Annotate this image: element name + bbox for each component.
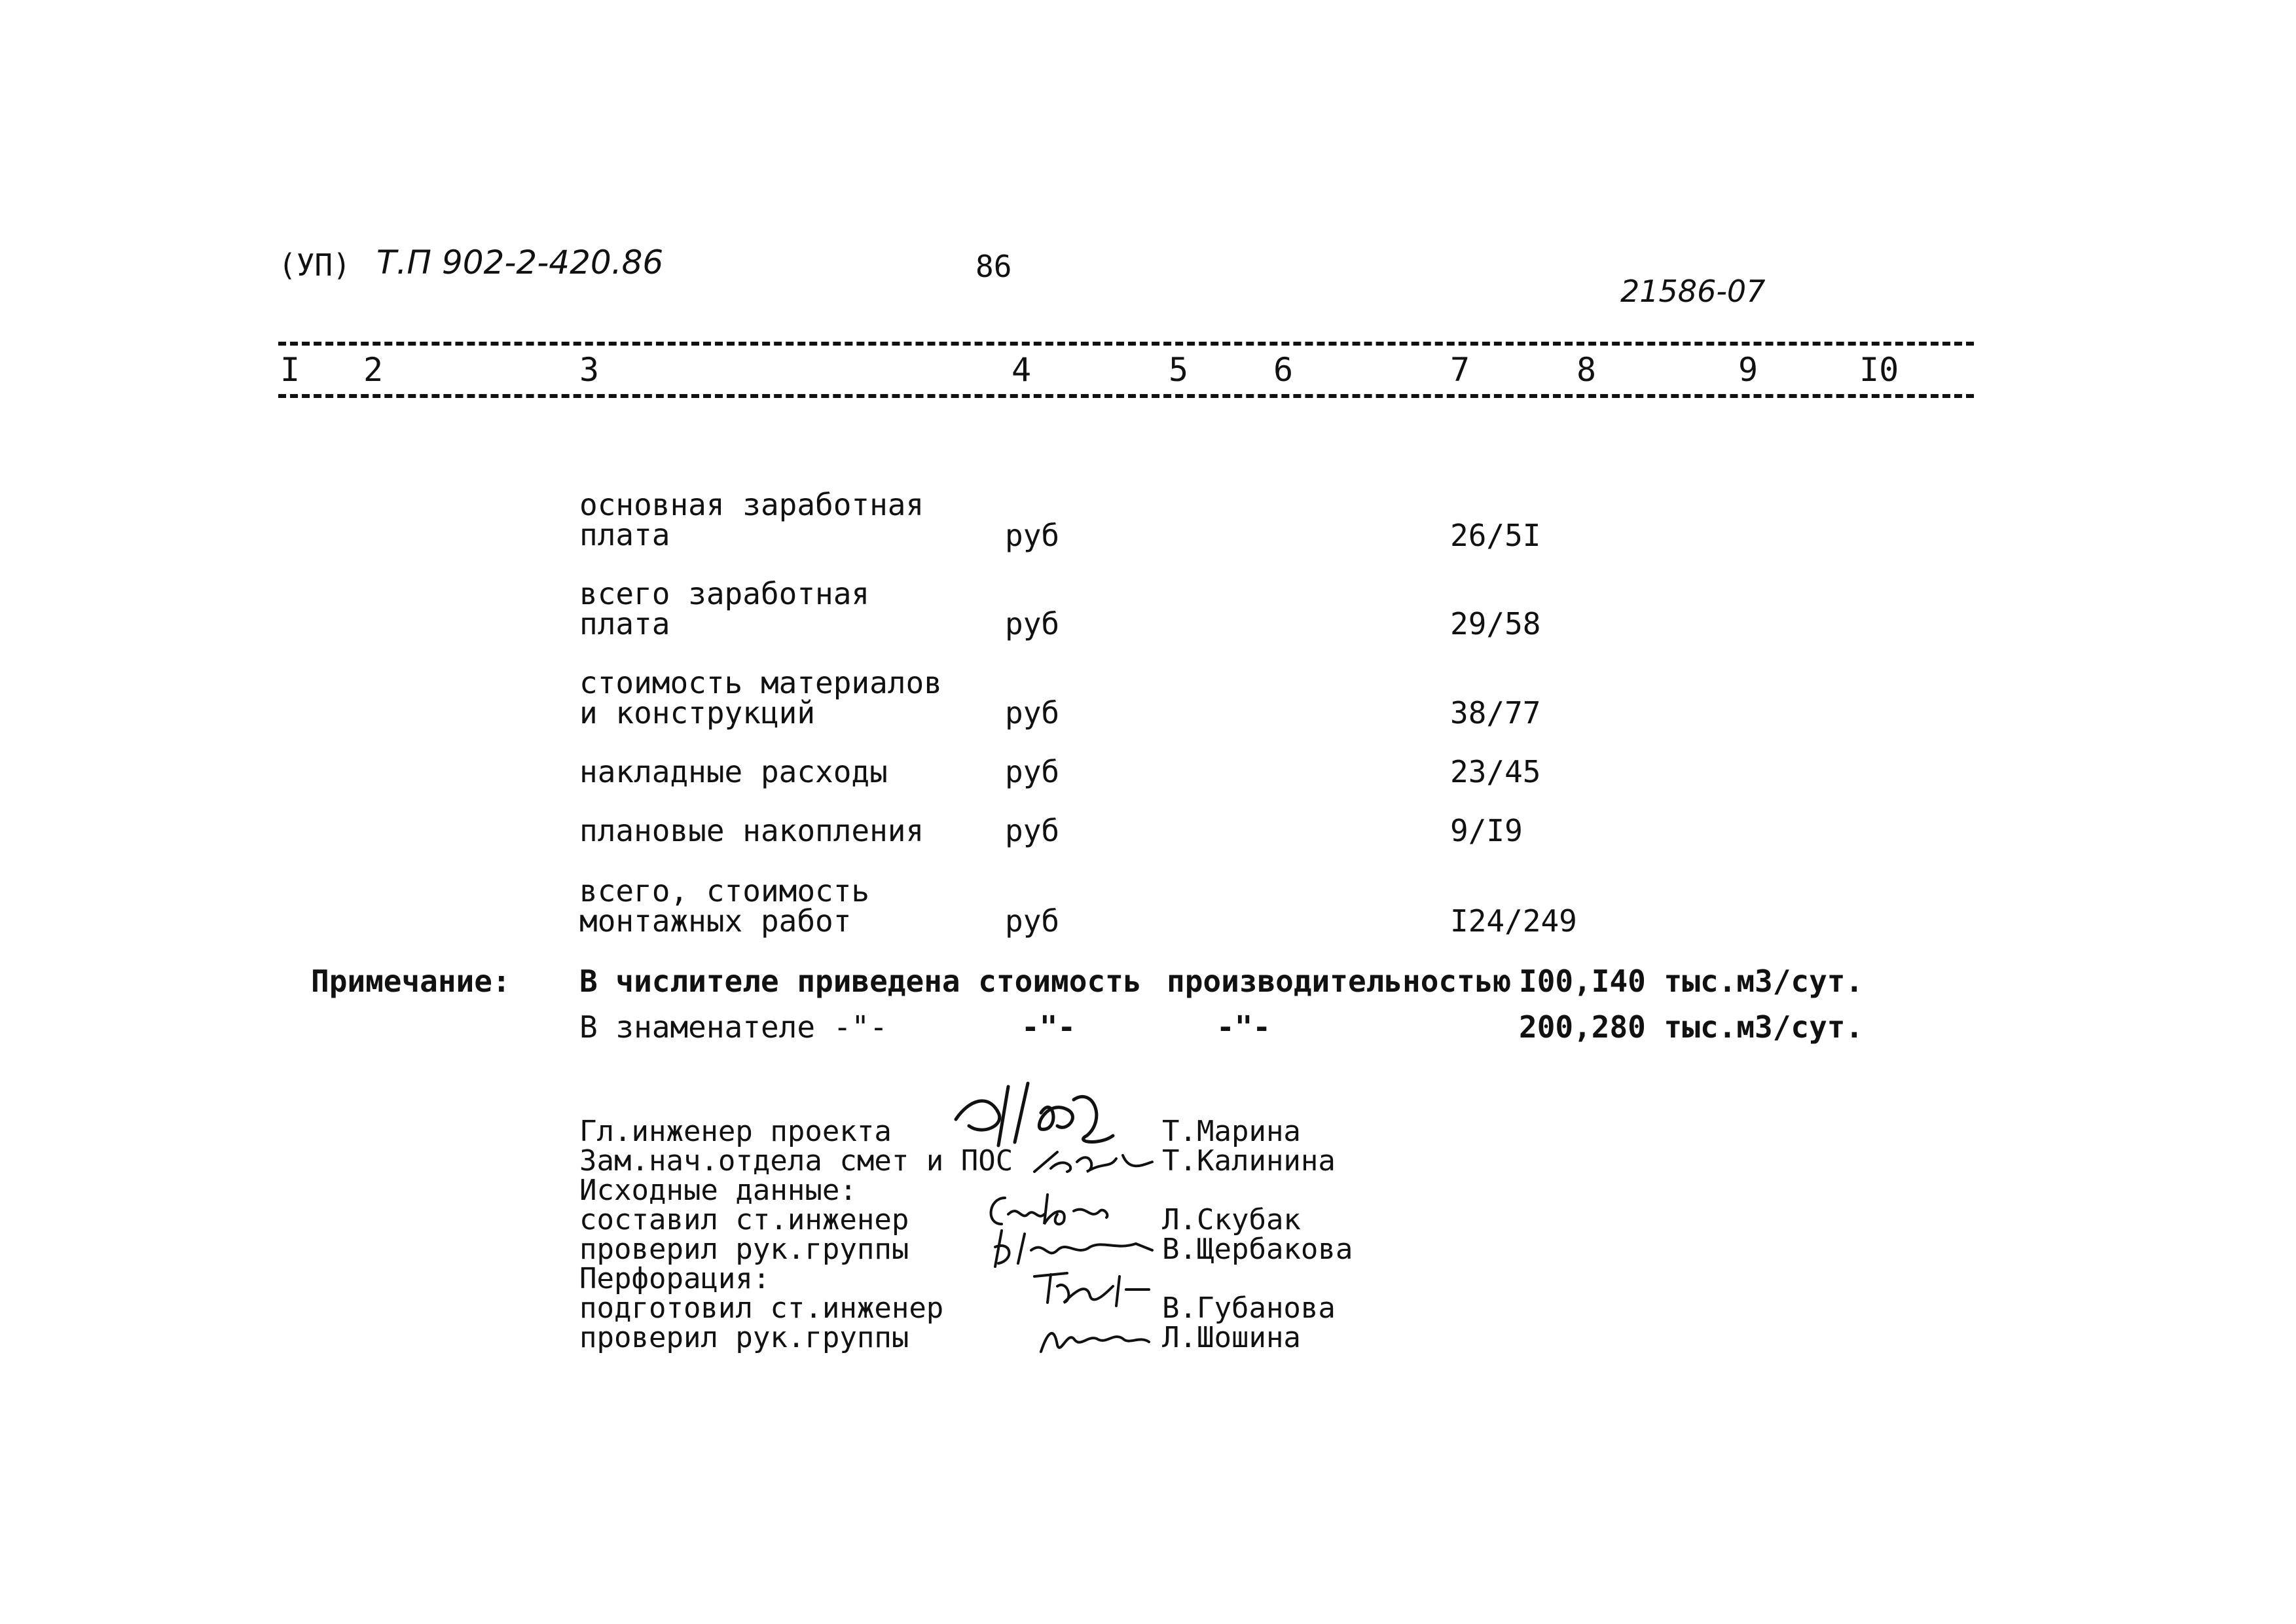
row-value: 9/I9: [1450, 813, 1523, 848]
column-number-6: 6: [1273, 351, 1294, 389]
note-line1-text: В числителе приведена стоимость: [579, 964, 1142, 999]
label-chief-engineer: Гл.инженер проекта: [579, 1115, 892, 1148]
name-deputy-head: Т.Калинина: [1162, 1144, 1336, 1178]
row-name: всего, стоимость монтажных работ: [579, 873, 870, 939]
note-line2-ditto-2: -"-: [1216, 1009, 1271, 1045]
note-line1-value: I00,I40 тыс.м3/сут.: [1519, 964, 1864, 999]
label-perforation: Перфорация:: [579, 1262, 771, 1295]
row-value: 23/45: [1450, 754, 1541, 789]
name-compiled-by: Л.Скубак: [1162, 1203, 1301, 1236]
row-value: 29/58: [1450, 606, 1541, 641]
row-name: плановые накопления: [579, 813, 924, 848]
column-header-bottom-rule: [278, 394, 1974, 398]
column-number-5: 5: [1169, 351, 1189, 389]
signature-labels: [579, 1117, 1013, 1352]
column-number-9: 9: [1738, 351, 1758, 389]
label-checked-by: проверил рук.группы: [579, 1233, 909, 1266]
row-name: стоимость материалов и конструкций: [579, 665, 942, 731]
name-prepared-by: В.Губанова: [1162, 1291, 1336, 1325]
label-compiled-by: составил ст.инженер: [579, 1203, 909, 1236]
row-unit: руб: [1005, 695, 1060, 731]
note-line2-value: 200,280 тыс.м3/сут.: [1519, 1009, 1864, 1045]
row-name: всего заработная плата: [579, 576, 870, 641]
signature-chief-engineer: [943, 1074, 1139, 1152]
row-value: 38/77: [1450, 695, 1541, 731]
column-number-10: I0: [1859, 351, 1899, 389]
row-name: основная заработная плата: [579, 487, 924, 552]
note-line2-ditto-1: -"-: [1021, 1009, 1076, 1045]
note-label: Примечание:: [311, 964, 511, 999]
row-unit: руб: [1005, 606, 1060, 641]
label-checked-by-2: проверил рук.группы: [579, 1321, 909, 1354]
doc-code: Т.П 902-2-420.86: [376, 244, 664, 281]
column-number-7: 7: [1450, 351, 1470, 389]
signature-checked-by-2: [1034, 1312, 1159, 1362]
note-line2-text: В знаменателе -"-: [579, 1009, 888, 1045]
archive-number: 21586-07: [1620, 274, 1766, 309]
row-value: 26/5I: [1450, 518, 1541, 553]
label-source-data: Исходные данные:: [579, 1174, 857, 1207]
label-prepared-by: подготовил ст.инженер: [579, 1291, 944, 1325]
row-unit: руб: [1005, 518, 1060, 553]
signature-prepared-by: [1028, 1267, 1159, 1316]
name-chief-engineer: Т.Марина: [1162, 1115, 1301, 1148]
signature-deputy-head: [1031, 1142, 1162, 1182]
signature-checked-by: [985, 1221, 1162, 1273]
row-unit: руб: [1005, 813, 1060, 848]
row-name: накладные расходы: [579, 754, 888, 789]
name-checked-by: В.Щербакова: [1162, 1233, 1353, 1266]
column-number-8: 8: [1576, 351, 1597, 389]
row-unit: руб: [1005, 754, 1060, 789]
label-deputy-head: Зам.нач.отдела смет и ПОС: [579, 1144, 1013, 1178]
column-number-1: I: [280, 351, 301, 389]
column-number-2: 2: [363, 351, 384, 389]
page-number: 86: [975, 249, 1012, 284]
row-unit: руб: [1005, 903, 1060, 939]
column-number-4: 4: [1011, 351, 1032, 389]
note-line1-middle: производительностью: [1167, 964, 1512, 999]
column-header-top-rule: [278, 342, 1974, 346]
column-number-3: 3: [579, 351, 600, 389]
name-checked-by-2: Л.Шошина: [1162, 1321, 1301, 1354]
row-value: I24/249: [1450, 903, 1577, 939]
doc-prefix: (УП): [278, 247, 351, 283]
